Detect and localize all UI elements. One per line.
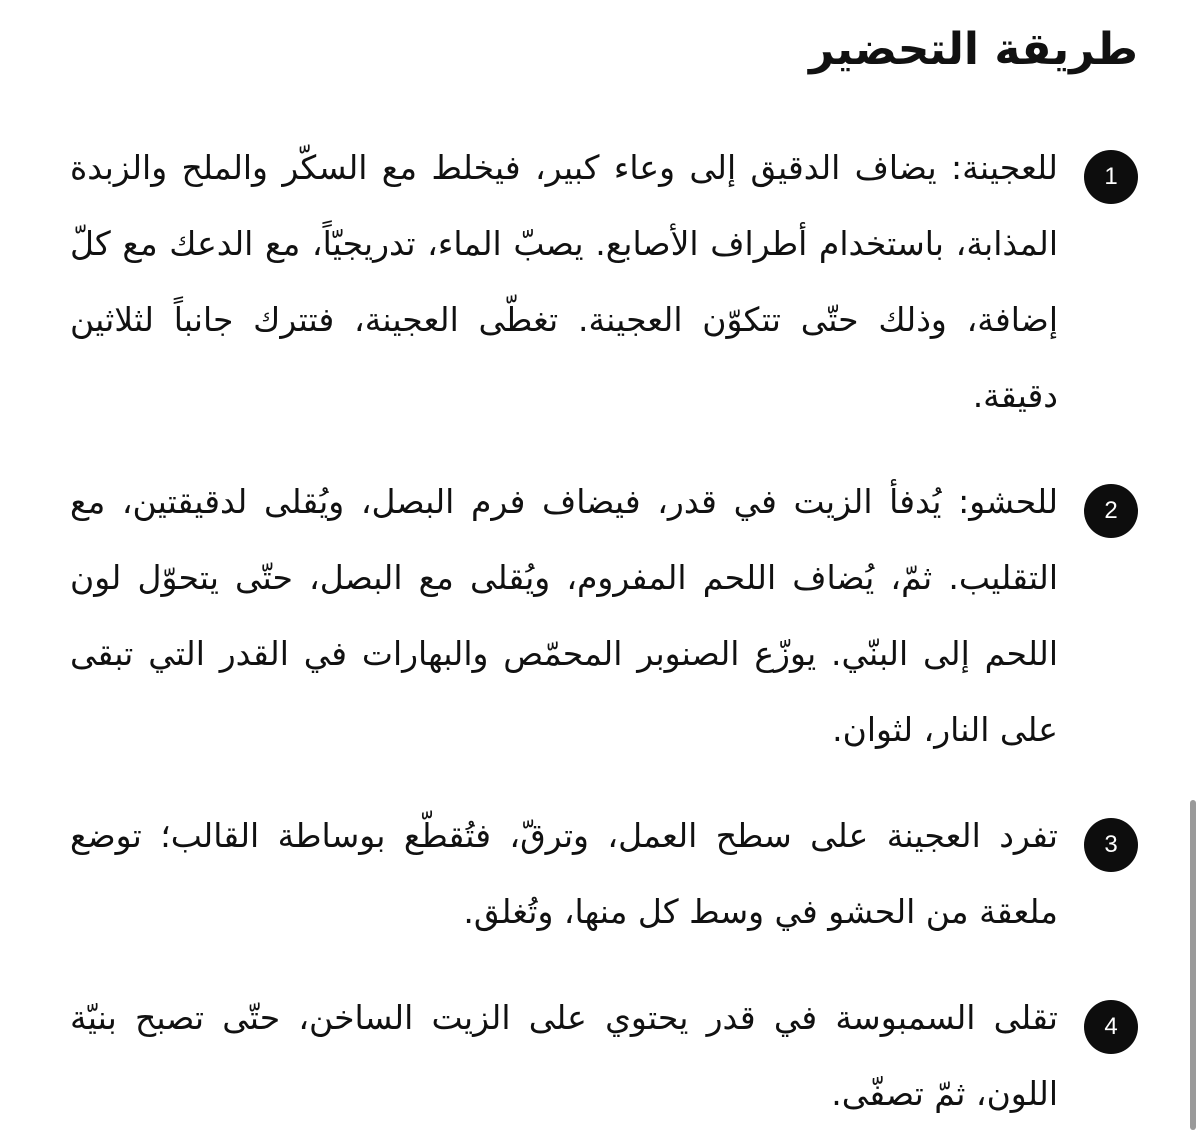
step-text: للعجينة: يضاف الدقيق إلى وعاء كبير، فيخلط مع السكّر والملح والزبدة المذابة، باستخدام أطراف الأصابع. يصبّ الماء، تدريجيّاً، مع الدعك مع كلّ إضافة، وذلك حتّى تتكوّن العجينة. تغطّى العجينة، فتترك جانباً لثلاثين دقيقة. bbox=[70, 148, 1058, 415]
step-item bbox=[70, 980, 1138, 1132]
step-text: تقلى السمبوسة في قدر يحتوي على الزيت الساخن، حتّى تصبح بنيّة اللون، ثمّ تصفّى. bbox=[70, 998, 1058, 1113]
step-number-badge: 1 bbox=[1084, 150, 1138, 204]
section-title: طريقة التحضير bbox=[809, 24, 1138, 75]
step-item bbox=[70, 130, 1138, 434]
step-number-badge: 3 bbox=[1084, 818, 1138, 872]
step-number-badge: 4 bbox=[1084, 1000, 1138, 1054]
step-text: للحشو: يُدفأ الزيت في قدر، فيضاف فرم البصل، ويُقلى لدقيقتين، مع التقليب. ثمّ، يُضاف اللحم المفروم، ويُقلى مع البصل، حتّى يتحوّل لون اللحم إلى البنّي. يوزّع الصنوبر المحمّص والبهارات في القدر التي تبقى على النار، لثوان. bbox=[70, 482, 1058, 749]
step-text: تفرد العجينة على سطح العمل، وترقّ، فتُقطّع بوساطة القالب؛ توضع ملعقة من الحشو في وسط كل منها، وتُغلق. bbox=[70, 816, 1058, 931]
step-item bbox=[70, 464, 1138, 768]
step-number-badge: 2 bbox=[1084, 484, 1138, 538]
step-item bbox=[70, 798, 1138, 950]
preparation-steps-list bbox=[70, 130, 1138, 1132]
vertical-scrollbar[interactable] bbox=[1190, 800, 1196, 1130]
